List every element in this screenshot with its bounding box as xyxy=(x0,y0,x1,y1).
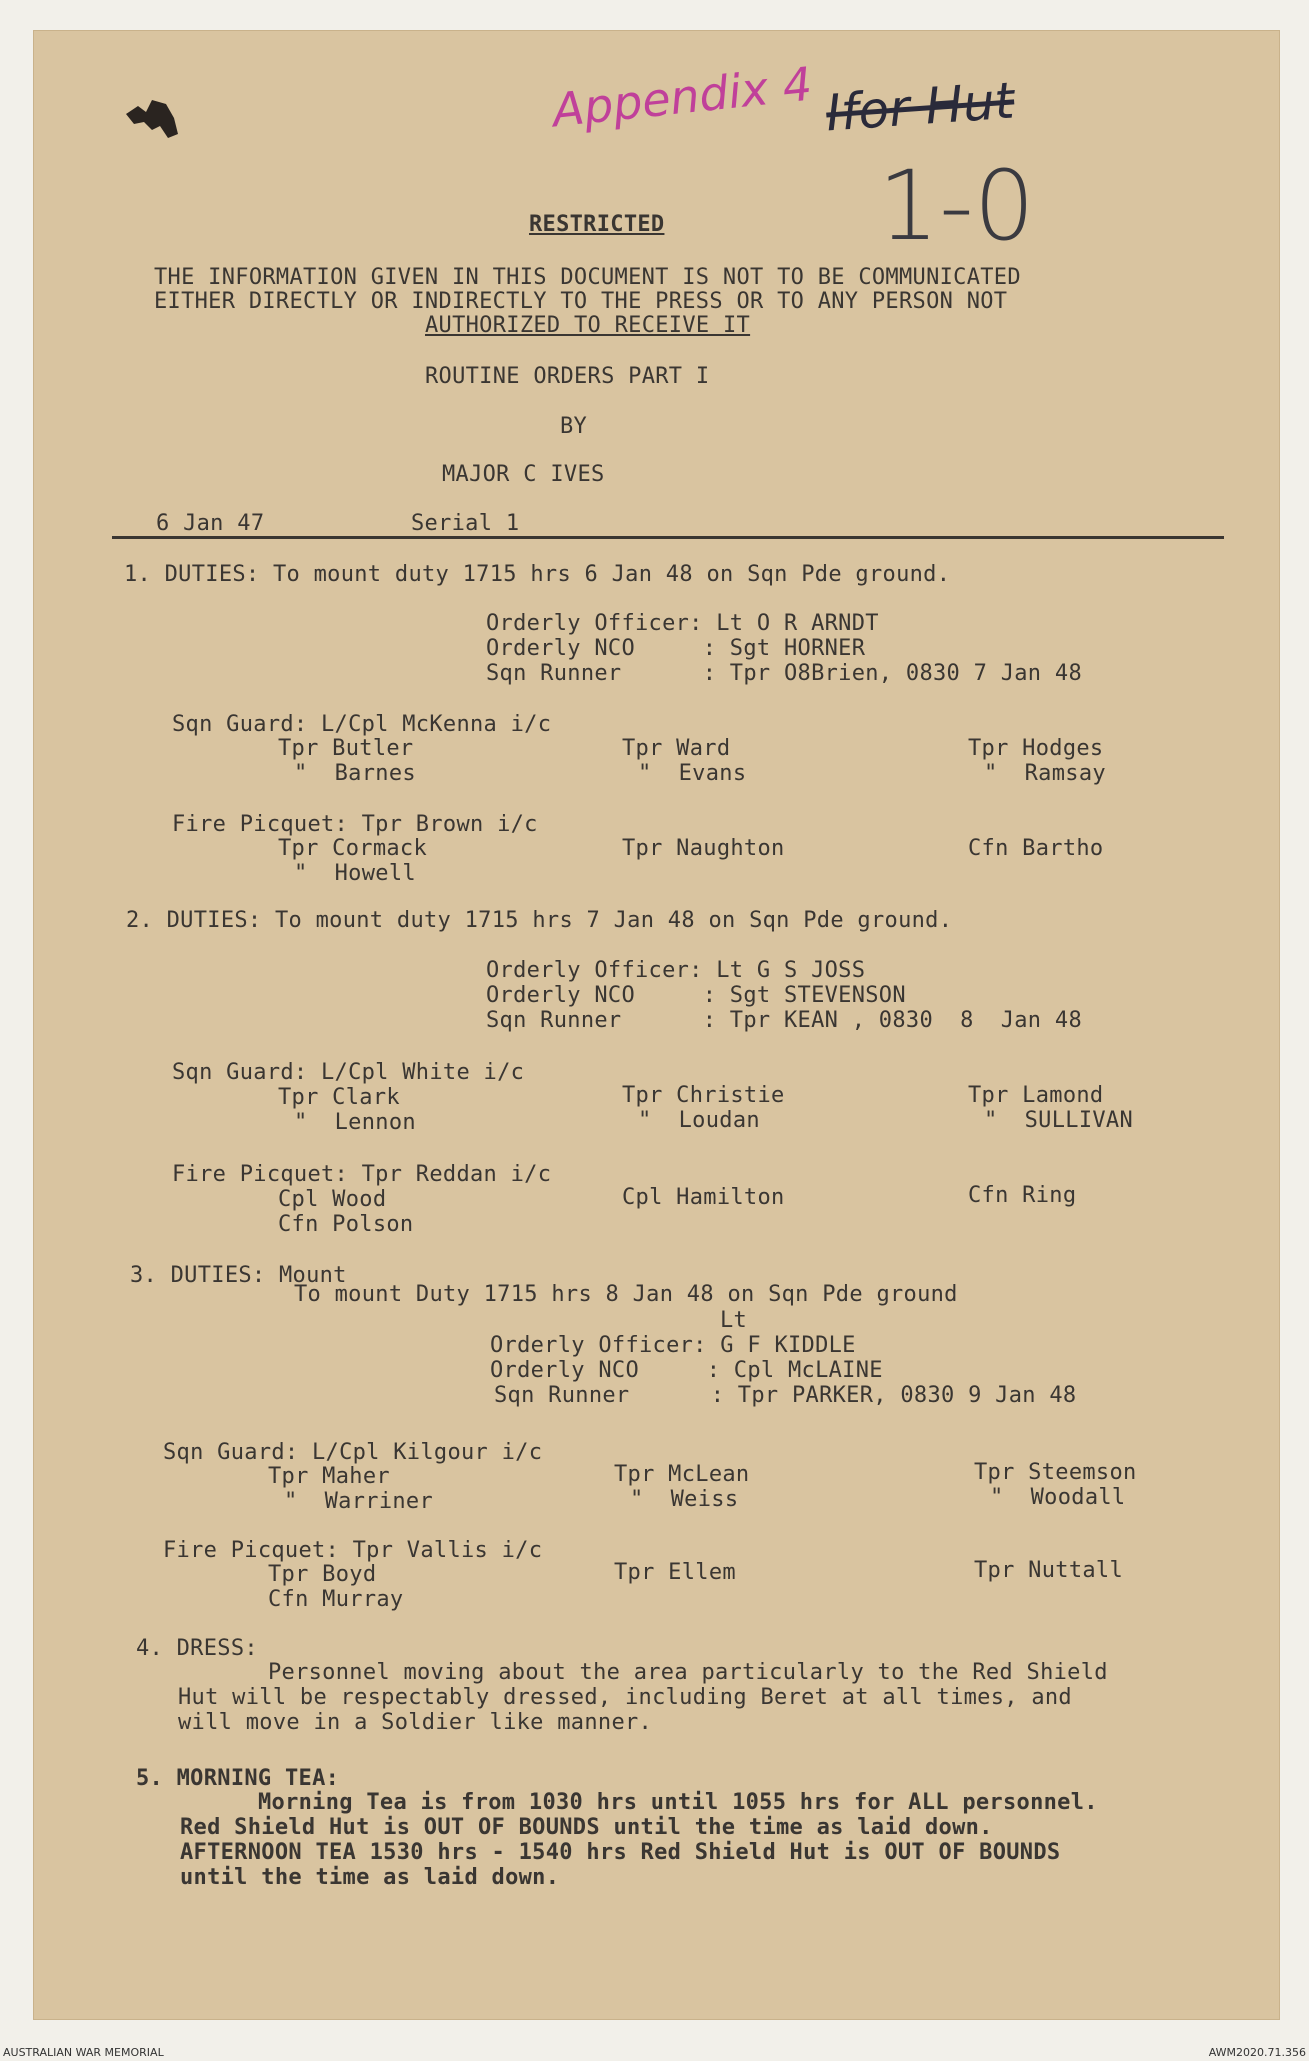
item-2-guard-label: Sqn Guard: L/Cpl White i/c xyxy=(172,1060,525,1085)
item-1-heading: 1. DUTIES: To mount duty 1715 hrs 6 Jan 48 on Sqn Pde ground. xyxy=(124,562,951,587)
warning-line-2: EITHER DIRECTLY OR INDIRECTLY TO THE PRESS OR TO ANY PERSON NOT xyxy=(154,289,1008,314)
item-4-text: Hut will be respectably dressed, including Beret at all times, and xyxy=(178,1685,1072,1710)
item-3-guard-member: Tpr Maher xyxy=(268,1464,390,1489)
pink-annotation: Appendix 4 xyxy=(549,56,815,138)
serial-number: Serial 1 xyxy=(411,511,520,536)
item-2-orderly-officer: Orderly Officer: Lt G S JOSS xyxy=(486,958,866,983)
item-3-heading: 3. DUTIES: Mount xyxy=(130,1263,347,1288)
item-4-heading: 4. DRESS: xyxy=(136,1636,258,1661)
item-3-orderly-officer: Orderly Officer: G F KIDDLE xyxy=(490,1333,856,1358)
struck-annotation: Ifor Hut xyxy=(824,71,1017,143)
item-2-guard-member: Tpr Clark xyxy=(278,1085,400,1110)
item-1-orderly-officer: Orderly Officer: Lt O R ARNDT xyxy=(486,611,879,636)
item-1-fire-member: " Howell xyxy=(294,861,416,886)
item-3-guard-member: " Weiss xyxy=(630,1487,739,1512)
item-3-heading-continued: To mount Duty 1715 hrs 8 Jan 48 on Sqn Pde ground xyxy=(294,1282,958,1307)
by-line: BY xyxy=(560,414,588,439)
item-3-fire-member: Tpr Nuttall xyxy=(974,1558,1123,1583)
item-1-fire-member: Cfn Bartho xyxy=(968,836,1104,861)
document-title: ROUTINE ORDERS PART I xyxy=(425,364,710,389)
item-2-guard-member: " SULLIVAN xyxy=(984,1108,1133,1133)
footer-source: AUSTRALIAN WAR MEMORIAL xyxy=(3,2046,164,2059)
item-2-guard-member: Tpr Lamond xyxy=(968,1083,1104,1108)
item-2-fire-member: Cpl Wood xyxy=(278,1187,387,1212)
item-5-text: Red Shield Hut is OUT OF BOUNDS until the time as laid down. xyxy=(180,1815,993,1840)
item-1-guard-member: " Barnes xyxy=(294,761,416,786)
item-2-fire-member: Cfn Polson xyxy=(278,1212,414,1237)
item-3-fire-member: Cfn Murray xyxy=(268,1587,404,1612)
item-1-guard-member: Tpr Ward xyxy=(622,736,731,761)
document-date: 6 Jan 47 xyxy=(156,511,265,536)
item-2-orderly-nco: Orderly NCO : Sgt STEVENSON xyxy=(486,983,906,1008)
item-3-lt-insert: Lt xyxy=(720,1308,748,1333)
item-4-text: will move in a Soldier like manner. xyxy=(178,1710,653,1735)
warning-line-3: AUTHORIZED TO RECEIVE IT xyxy=(425,313,751,338)
item-1-guard-member: Tpr Butler xyxy=(278,736,414,761)
item-1-guard-label: Sqn Guard: L/Cpl McKenna i/c xyxy=(172,712,552,737)
item-5-text: until the time as laid down. xyxy=(180,1865,560,1890)
restricted-heading: RESTRICTED xyxy=(529,212,665,237)
warning-line-1: THE INFORMATION GIVEN IN THIS DOCUMENT IS NOT TO BE COMMUNICATED xyxy=(154,265,1021,290)
item-2-fire-member: Cpl Hamilton xyxy=(622,1185,785,1210)
item-4-text: Personnel moving about the area particularly to the Red Shield xyxy=(268,1660,1108,1685)
item-3-runner: Sqn Runner : Tpr PARKER, 0830 9 Jan 48 xyxy=(494,1383,1077,1408)
item-3-orderly-nco: Orderly NCO : Cpl McLAINE xyxy=(490,1358,883,1383)
item-5-text: AFTERNOON TEA 1530 hrs - 1540 hrs Red Shield Hut is OUT OF BOUNDS xyxy=(180,1840,1061,1865)
item-3-guard-member: " Warriner xyxy=(284,1489,433,1514)
item-5-heading: 5. MORNING TEA: xyxy=(136,1766,340,1791)
item-3-guard-member: Tpr Steemson xyxy=(974,1460,1137,1485)
item-1-guard-member: " Evans xyxy=(638,761,747,786)
ink-blot-mark xyxy=(122,94,180,142)
item-3-guard-member: " Woodall xyxy=(990,1485,1126,1510)
item-1-runner: Sqn Runner : Tpr O8Brien, 0830 7 Jan 48 xyxy=(486,661,1082,686)
author: MAJOR C IVES xyxy=(442,462,605,487)
item-2-runner: Sqn Runner : Tpr KEAN , 0830 8 Jan 48 xyxy=(486,1008,1082,1033)
pencil-mark: 1-0 xyxy=(878,150,1035,262)
item-2-guard-member: Tpr Christie xyxy=(622,1083,785,1108)
item-3-guard-member: Tpr McLean xyxy=(614,1462,750,1487)
item-1-fire-member: Tpr Cormack xyxy=(278,836,427,861)
item-1-fire-member: Tpr Naughton xyxy=(622,836,785,861)
item-2-guard-member: " Loudan xyxy=(638,1108,760,1133)
header-divider xyxy=(112,536,1224,539)
item-2-heading: 2. DUTIES: To mount duty 1715 hrs 7 Jan 48 on Sqn Pde ground. xyxy=(126,908,953,933)
item-5-text: Morning Tea is from 1030 hrs until 1055 hrs for ALL personnel. xyxy=(258,1790,1098,1815)
item-1-fire-label: Fire Picquet: Tpr Brown i/c xyxy=(172,812,538,837)
footer-accession: AWM2020.71.356 xyxy=(1208,2046,1306,2059)
item-2-fire-member: Cfn Ring xyxy=(968,1183,1077,1208)
item-3-fire-label: Fire Picquet: Tpr Vallis i/c xyxy=(163,1538,543,1563)
item-3-fire-member: Tpr Ellem xyxy=(614,1560,736,1585)
item-2-guard-member: " Lennon xyxy=(294,1110,416,1135)
item-3-fire-member: Tpr Boyd xyxy=(268,1562,377,1587)
item-2-fire-label: Fire Picquet: Tpr Reddan i/c xyxy=(172,1162,552,1187)
item-1-guard-member: " Ramsay xyxy=(984,761,1106,786)
item-1-orderly-nco: Orderly NCO : Sgt HORNER xyxy=(486,636,866,661)
item-1-guard-member: Tpr Hodges xyxy=(968,736,1104,761)
item-3-guard-label: Sqn Guard: L/Cpl Kilgour i/c xyxy=(163,1440,543,1465)
